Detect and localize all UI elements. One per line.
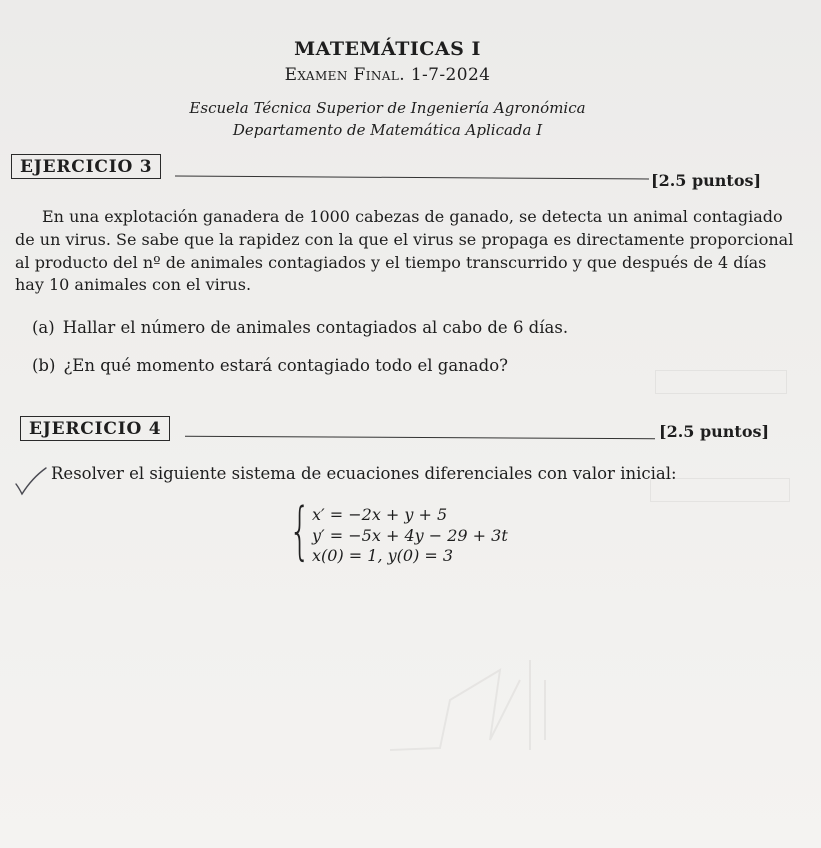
exam-title: MATEMÁTICAS I [294,38,481,60]
item-b-label: (b) [32,356,56,375]
equation-2: y′ = −5x + 4y − 29 + 3t [312,526,508,545]
school-name: Escuela Técnica Superior de Ingeniería Agronómica [189,99,586,117]
exercise-4-label: EJERCICIO 4 [20,416,170,441]
department-name: Departamento de Matemática Aplicada I [232,121,543,139]
exercise-3-points: [2.5 puntos] [651,171,762,190]
equation-1: x′ = −2x + y + 5 [312,505,448,524]
checkmark-icon [14,466,48,498]
exercise-3-line-3: al producto del nº de animales contagiados y el tiempo transcurrido y que después de 4 días [15,253,767,272]
left-brace-icon: { [289,494,311,567]
bleed-through-sketch [380,640,600,780]
exercise-3-line-4: hay 10 animales con el virus. [15,275,252,294]
exercise-3-rule [175,176,649,180]
equation-3: x(0) = 1, y(0) = 3 [312,546,454,565]
bleed-through-box-1 [655,370,787,394]
item-b-text: ¿En qué momento estará contagiado todo el ganado? [63,356,508,375]
exercise-4-statement: Resolver el siguiente sistema de ecuaciones diferenciales con valor inicial: [51,464,677,483]
exercise-4-rule [185,436,655,439]
exercise-4-points: [2.5 puntos] [659,422,770,441]
exam-subtitle: Examen Final. 1-7-2024 [284,65,491,85]
exercise-3-line-1: En una explotación ganadera de 1000 cabezas de ganado, se detecta un animal contagiado [42,207,783,226]
exercise-3-item-a [32,318,568,337]
exercise-3-label: EJERCICIO 3 [11,154,161,179]
bleed-through-box-2 [650,478,790,502]
exercise-3-item-b [32,356,508,375]
item-a-text: Hallar el número de animales contagiados al cabo de 6 días. [62,318,569,337]
exercise-3-line-2: de un virus. Se sabe que la rapidez con la que el virus se propaga es directamente proporcional [15,230,794,249]
item-a-label: (a) [32,318,55,337]
